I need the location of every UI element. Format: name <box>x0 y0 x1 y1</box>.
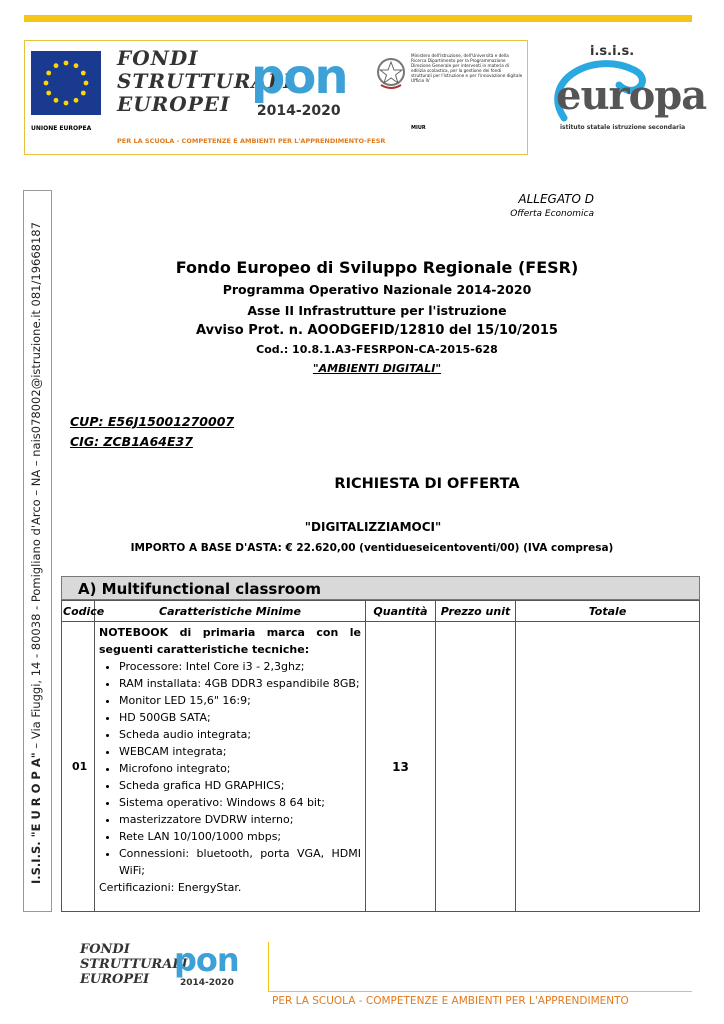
banner-tagline: PER LA SCUOLA - COMPETENZE E AMBIENTI PER L'APPRENDIMENTO-FESR <box>117 137 386 145</box>
list-item: • Rete LAN 10/100/1000 mbps; <box>119 828 361 845</box>
school-logo-isis: i.s.i.s. <box>590 44 635 59</box>
ambienti-line: "AMBIENTI DIGITALI" <box>312 362 442 375</box>
list-item: • Microfono integrato; <box>119 760 361 777</box>
item-certifications: Certificazioni: EnergyStar. <box>99 881 242 894</box>
school-logo-subtitle: istituto statale istruzione secondaria <box>560 124 686 131</box>
list-item: • WEBCAM integrata; <box>119 743 361 760</box>
footer-pon-years: 2014-2020 <box>180 978 234 988</box>
allegato-label: ALLEGATO D <box>518 192 594 206</box>
cod-line: Cod.: 10.8.1.A3-FESRPON-CA-2015-628 <box>256 343 498 356</box>
pon-banner <box>24 40 528 155</box>
footer-pon-text: pon <box>174 941 239 979</box>
list-item: • masterizzatore DVDRW interno; <box>119 811 361 828</box>
list-item: • Connessioni: bluetooth, porta VGA, HDMI WiFi; <box>119 845 361 879</box>
list-item: • Scheda grafica HD GRAPHICS; <box>119 777 361 794</box>
list-item: • Sistema operativo: Windows 8 64 bit; <box>119 794 361 811</box>
list-item: • Monitor LED 15,6" 16:9; <box>119 692 361 709</box>
richiesta-title: RICHIESTA DI OFFERTA <box>334 476 520 492</box>
table-header-row <box>62 601 700 622</box>
school-logo-europa: europa <box>556 72 707 119</box>
pon-logo <box>251 49 347 119</box>
pon-logo-text: pon <box>251 49 347 105</box>
header-quantita: Quantità <box>366 601 436 622</box>
fondi-strutturali-logo-text: FONDI STRUTTURALI EUROPEI <box>117 46 294 116</box>
top-yellow-bar <box>24 15 692 22</box>
header-prezzo: Prezzo unit <box>436 601 516 622</box>
item-total <box>516 622 700 912</box>
feature-list <box>99 658 361 879</box>
item-heading: NOTEBOOK di primaria marca con le seguenti caratteristiche tecniche: <box>99 626 361 656</box>
cig-code: CIG: ZCB1A64E37 <box>70 434 193 449</box>
asse-line: Asse II Infrastrutture per l'istruzione <box>247 303 507 318</box>
list-item: • HD 500GB SATA; <box>119 709 361 726</box>
footer-divider-vertical <box>268 942 269 992</box>
avviso-line: Avviso Prot. n. AOODGEFID/12810 del 15/10/2015 <box>196 323 558 338</box>
ministry-description: Ministero dell'Istruzione, dell'Università e della Ricerca Dipartimento per la Programmazione Direzione Generale per interventi in materia di edilizia scolastica, per la gestione dei fondi strutturali per l'istruzione e per l'innovazione digitale Ufficio IV <box>411 53 523 83</box>
list-item: • Scheda audio integrata; <box>119 726 361 743</box>
programma-line: Programma Operativo Nazionale 2014-2020 <box>222 282 532 297</box>
miur-label: MIUR <box>411 125 426 131</box>
offer-table <box>61 600 700 912</box>
item-unit-price <box>436 622 516 912</box>
vertical-address-text <box>29 194 43 884</box>
header-totale: Totale <box>516 601 700 622</box>
section-title: A) Multifunctional classroom <box>78 580 321 598</box>
italian-emblem-icon <box>375 55 407 91</box>
eu-label: UNIONE EUROPEA <box>31 125 92 132</box>
item-description <box>95 622 366 912</box>
pon-years: 2014-2020 <box>256 103 341 119</box>
item-quantity: 13 <box>366 622 436 912</box>
project-name: "DIGITALIZZIAMOCI" <box>304 520 442 534</box>
footer-fondi-text: FONDI STRUTTURALI EUROPEI <box>80 942 188 987</box>
school-address-vertical: – Via Fiuggi, 14 - 80038 - Pomigliano d'Arco – NA – nais078002@istruzione.it 081/19668187 <box>29 222 43 753</box>
header-caratteristiche: Caratteristiche Minime <box>95 601 366 622</box>
fund-title: Fondo Europeo di Sviluppo Regionale (FESR) <box>175 258 579 277</box>
table-row <box>62 622 700 912</box>
list-item: • RAM installata: 4GB DDR3 espandibile 8GB; <box>119 675 361 692</box>
footer-tagline: PER LA SCUOLA - COMPETENZE E AMBIENTI PER L'APPRENDIMENTO <box>272 995 629 1007</box>
list-item: • Processore: Intel Core i3 - 2,3ghz; <box>119 658 361 675</box>
offerta-label: Offerta Economica <box>510 209 594 219</box>
cup-code: CUP: E56J15001270007 <box>70 414 235 429</box>
eu-flag-icon <box>31 51 101 115</box>
footer-divider-horizontal <box>268 991 692 992</box>
header-codice: Codice <box>62 601 95 622</box>
section-header <box>61 576 700 600</box>
item-code: 01 <box>62 622 95 912</box>
school-name-vertical: I.S.I.S. "E U R O P A" <box>29 752 43 884</box>
importo-line: IMPORTO A BASE D'ASTA: € 22.620,00 (ventidueseicentoventi/00) (IVA compresa) <box>130 542 614 554</box>
